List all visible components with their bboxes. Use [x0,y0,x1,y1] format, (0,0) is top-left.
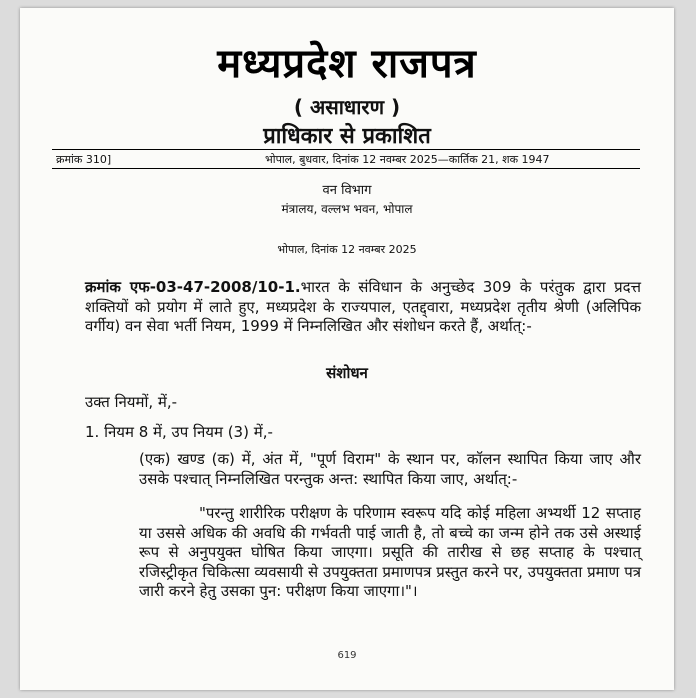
rule-item: 1. नियम 8 में, उप नियम (3) में,- [85,423,273,441]
issue-number: क्रमांक 310] [56,153,112,166]
order-date: भोपाल, दिनांक 12 नवम्बर 2025 [277,243,417,256]
amendment-heading: संशोधन [326,364,368,382]
extraordinary-label: ( असाधारण ) [293,95,401,119]
header-rule-bottom [52,168,640,169]
issue-date: भोपाल, बुधवार, दिनांक 12 नवम्बर 2025—कार्तिक 21, शक 1947 [265,153,550,166]
gazette-title: मध्यप्रदेश राजपत्र [217,40,477,87]
in-rules-line: उक्त नियमों, में,- [85,393,178,411]
header-rule-top [52,149,640,150]
order-reference: क्रमांक एफ-03-47-2008/10-1. [85,278,301,296]
gazette-page [20,8,674,690]
ministry-address: मंत्रालय, वल्लभ भवन, भोपाल [281,202,413,216]
department-name: वन विभाग [322,183,372,198]
page-number: 619 [337,650,357,661]
proviso-text: "परन्तु शारीरिक परीक्षण के परिणाम स्वरूप यदि कोई महिला अभ्यर्थी 12 सप्ताह या उससे अधिक की अवधि की गर्भवती पाई जाती है, तो बच्चे का जन्म होने तक उसे अस्थाई रूप से अनुपयुक्त घोषित किया जाएगा। प्रसूति की तारीख से छह सप्ताह के पश्चात् रजिस्ट्रीकृत चिकित्सा व्यवसायी से उपयुक्तता प्रमाणपत्र प्रस्तुत करने पर, उपयुक्तता प्रमाण पत्र जारी करने हेतु उसका पुन: परीक्षण किया जाएगा।"। [139,504,642,600]
order-text: भारत के संविधान के अनुच्छेद 309 के परंतुक द्वारा प्रदत्त शक्तियों को प्रयोग में लाते हुए, मध्यप्रदेश के राज्यपाल, एतद्द्वारा, मध्यप्रदेश तृतीय श्रेणी (अलिपिक वर्गीय) वन सेवा भर्ती नियम, 1999 में निम्नलिखित और संशोधन करते हैं, अर्थात्:- [85,278,641,335]
authority-line: प्राधिकार से प्रकाशित [263,124,431,149]
order-paragraph [85,278,641,337]
clause-text: (एक) खण्ड (क) में, अंत में, "पूर्ण विराम" के स्थान पर, कॉलन स्थापित किया जाए और उसके पश्चात् निम्नलिखित परन्तुक अन्त: स्थापित किया जाए, अर्थात्:- [139,450,641,488]
